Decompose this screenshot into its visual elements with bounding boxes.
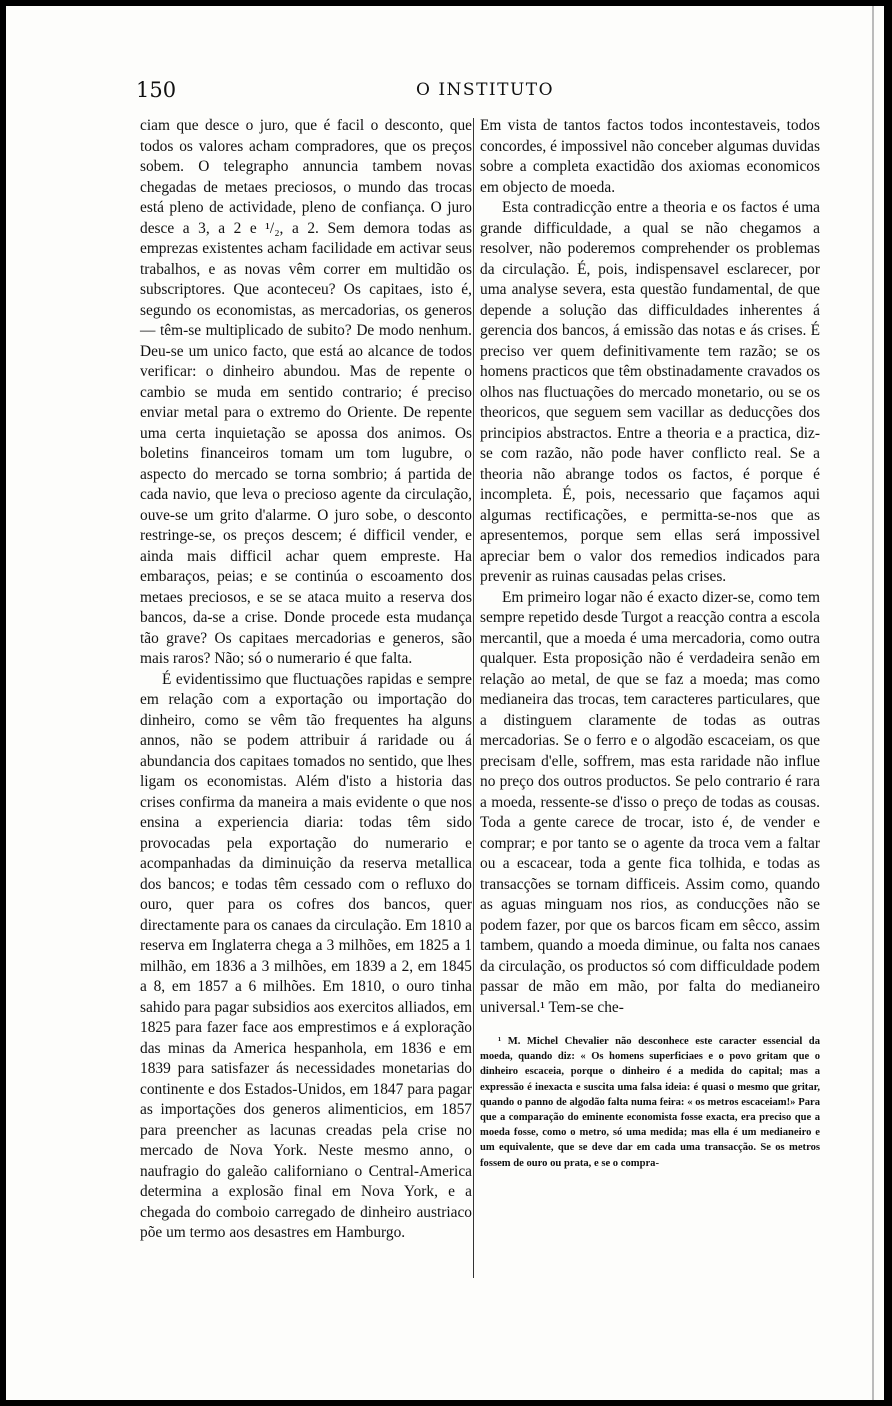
- running-header: [136, 78, 816, 108]
- right-column: [480, 116, 820, 1018]
- paragraph: ciam que desce o juro, que é facil o desconto, que todos os valores acham compradores, que os preços sobem. O telegrapho annuncia tambem novas chegadas de metaes preciosos, o mundo das trocas está pleno de actividade, pleno de confiança. O juro desce a 3, a 2 e ¹/₂, a 2. Sem demora todas as emprezas existentes acham facilidade em activar seus trabalhos, e as novas vêm correr em multidão os subscriptores. Que aconteceu? Os capitaes, isto é, segundo os economistas, as mercadorias, os generos — têm-se multiplicado de subito? De modo nenhum. Deu-se um unico facto, que está ao alcance de todos verificar: o dinheiro abundou. Mas de repente o cambio se muda em sentido contrario; é preciso enviar metal para o extremo do Oriente. De repente uma certa inquietação se apossa dos animos. Os boletins financeiros tomam um tom lugubre, o aspecto do mercado se torna sombrio; á partida de cada navio, que leva o precioso agente da circulação, ouve-se um grito d'alarme. O juro sobe, o desconto restringe-se, os preços descem; é difficil vender, e ainda mais difficil achar quem empreste. Ha embaraços, peias; e se continúa o escoamento dos metaes preciosos, e se se ataca muito a reserva dos bancos, da-se a crise. Donde procede esta mudança tão grave? Os capitaes mercadorias e generos, são mais raros? Não; só o numerario é que falta.: [140, 117, 472, 667]
- paragraph: Em primeiro logar não é exacto dizer-se, como tem sempre repetido desde Turgot a reacção contra a escola mercantil, que a moeda é uma mercadoria, como outra qualquer. Esta proposição não é verdadeira senão em relação ao metal, de que se faz a moeda; mas como medianeira das trocas, tem caracteres particulares, que a distinguem claramente de todas as outras mercadorias. Se o ferro e o algodão escaceiam, os que precisam d'elle, soffrem, mas esta raridade não influe no preço dos outros productos. Se pelo contrario é rara a moeda, ressente-se d'isso o preço de todas as cousas. Toda a gente carece de trocar, isto é, de vender e comprar; e por tanto se o agente da troca vem a faltar ou a escacear, toda a gente fica tolhida, e todas as transacções se tornam difficeis. Assim como, quando as aguas minguam nos rios, as conducções não se podem fazer, por que os barcos ficam em sêcco, assim tambem, quando a moeda diminue, ou falta nos canaes da circulação, os productos só com difficuldade podem passar de mão em mão, por falta do medianeiro universal.¹ Tem-se che-: [480, 588, 820, 1016]
- page-edge-line: [872, 6, 874, 1400]
- page-number: 150: [136, 78, 177, 102]
- left-column: [140, 116, 472, 1244]
- paragraph: Esta contradicção entre a theoria e os factos é uma grande difficuldade, a qual se não chegamos a resolver, não poderemos comprehender os problemas da circulação. É, pois, indispensavel esclarecer, por uma analyse severa, esta questão fundamental, de que depende a solução das difficuldades inherentes á gerencia dos bancos, á emissão das notas e ás crises. É preciso ver quem definitivamente tem razão; se os homens practicos que têm obstinadamente cravados os olhos nas fluctuações do mercado monetario, ou se os theoricos, que seguem sem vacillar as deducções dos principios abstractos. Entre a theoria e a practica, diz-se com razão, não pode haver conflicto real. Se a theoria não abrange todos os factos, é porque é incompleta. É, pois, necessario que façamos aqui algumas rectificações, e permitta-se-nos que as apresentemos, porque sem ellas será impossivel apreciar bem o valor dos remedios indicados para prevenir as ruinas causadas pelas crises.: [480, 199, 820, 585]
- column-rule: [473, 118, 474, 1278]
- footnote: ¹ M. Michel Chevalier não desconhece este caracter essencial da moeda, quando diz: « Os homens superficiaes e o povo gritam que o dinheiro escaceia, porque o dinheiro é a medida do capital; mas a expressão é inexacta e suscita uma falsa ideia: é quasi o mesmo que gritar, quando o panno de algodão falta numa feira: « os metros escaceiam!» Para que a comparação do eminente economista fosse exacta, era preciso que a moeda fosse, como o metro, só uma medida; mas ella é um medianeiro e um equivalente, que se deve dar em cada uma transacção. Se os metros fossem de ouro ou prata, e se o compra-: [480, 1036, 820, 1169]
- paragraph: Em vista de tantos factos todos incontestaveis, todos concordes, é impossivel não conceber algumas duvidas sobre a completa exactidão dos axiomas economicos em objecto de moeda.: [480, 117, 820, 196]
- journal-title: O INSTITUTO: [416, 80, 555, 100]
- paragraph: É evidentissimo que fluctuações rapidas e sempre em relação com a exportação ou importação do dinheiro, como se vêm tão frequentes ha alguns annos, não se podem attribuir á raridade ou á abundancia dos capitaes tomados no sentido, que lhes ligam os economistas. Além d'isto a historia das crises confirma da maneira a mais evidente o que nos ensina a experiencia diaria: todas têm sido provocadas pela exportação do numerario e acompanhadas da diminuição da reserva metallica dos bancos; e todas têm cessado com o refluxo do ouro, quer para os cofres dos bancos, quer directamente para os canaes da circulação. Em 1810 a reserva em Inglaterra chega a 3 milhões, em 1825 a 1 milhão, em 1836 a 3 milhões, em 1839 a 2, em 1845 a 8, em 1857 a 6 milhões. Em 1810, o ouro tinha sahido para pagar subsidios aos exercitos alliados, em 1825 para fazer face aos emprestimos e á exploração das minas da America hespanhola, em 1836 e em 1839 para satisfazer ás necessidades monetarias do continente e dos Estados-Unidos, em 1847 para pagar as importações dos generos alimenticios, em 1857 para preencher as lacunas creadas pela crise no mercado de Nova York. Neste mesmo anno, o naufragio do galeão californiano o Central-America determina a explosão final em Nova York, e a chegada do comboio carregado de dinheiro austriaco põe um termo aos desastres em Hamburgo.: [140, 670, 473, 1241]
- document-page: [6, 6, 884, 1400]
